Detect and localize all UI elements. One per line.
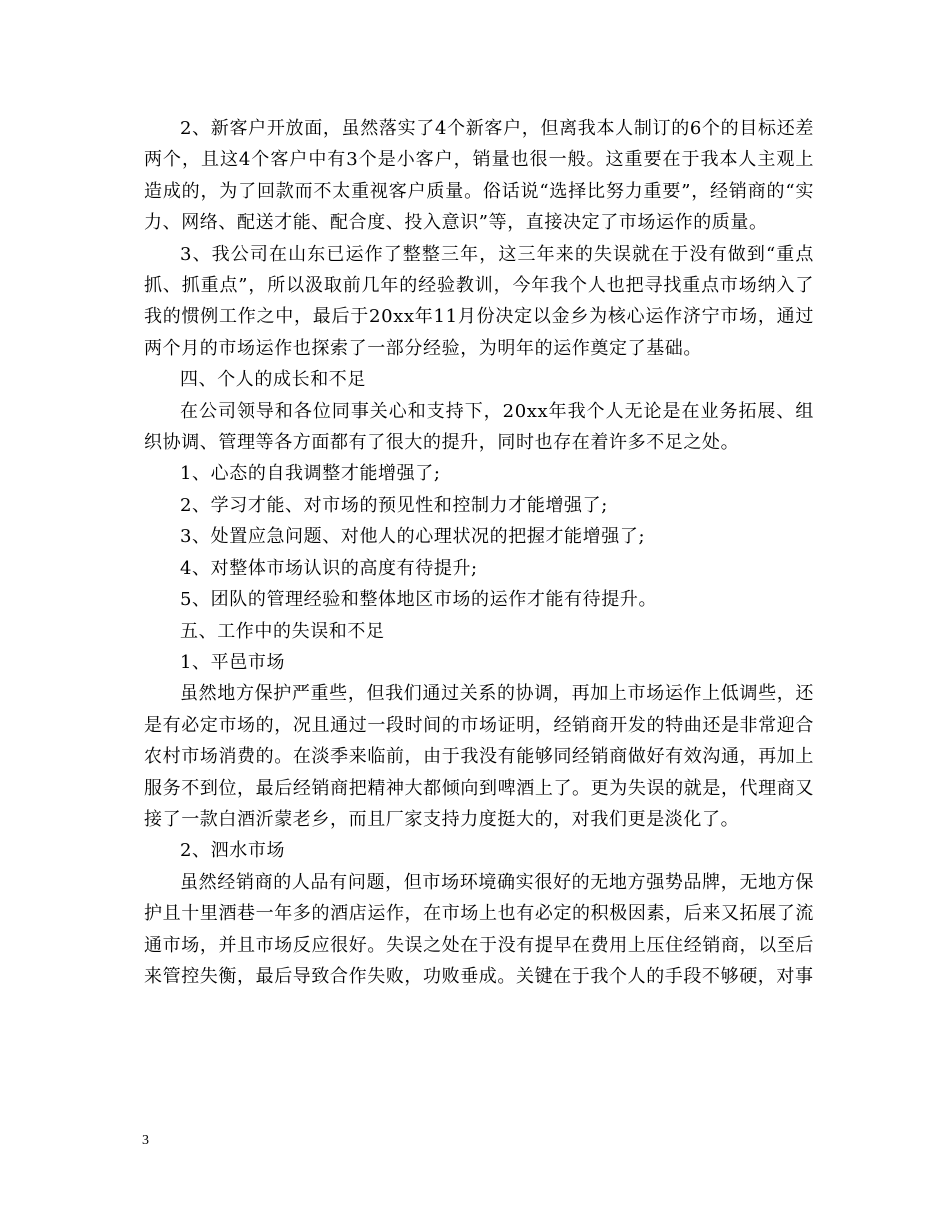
page-number: 3	[142, 1133, 149, 1148]
subheading-pingyi-market: 1、平邑市场	[180, 651, 286, 673]
document-body	[144, 113, 814, 992]
section-heading-personal-growth: 四、个人的成长和不足	[180, 369, 366, 391]
list-item-learning: 2、学习才能、对市场的预见性和控制力才能增强了;	[180, 494, 608, 516]
list-item-team-management: 5、团队的管理经验和整体地区市场的运作才能有待提升。	[180, 589, 658, 611]
list-item-market-awareness: 4、对整体市场认识的高度有待提升;	[180, 557, 478, 579]
paragraph-sishui-market: 虽然经销商的人品有问题，但市场环境确实很好的无地方强势品牌，无地方保护且十里酒巷一年多的酒店运作，在市场上也有必定的积极因素，后来又拓展了流通市场，并且市场反应很好。失误之处在于没有提早在费用上压住经销商，以至后来管控失衡，最后导致合作失败，功败垂成。关键在于我个人的手段不够硬，对事	[144, 871, 814, 987]
paragraph-shandong-operation: 3、我公司在山东已运作了整整三年，这三年来的失误就在于没有做到“重点抓、抓重点”，所以汲取前几年的经验教训，今年我个人也把寻找重点市场纳入了我的惯例工作之中，最后于20xx年11月份决定以金乡为核心运作济宁市场，通过两个月的市场运作也探索了一部分经验，为明年的运作奠定了基础。	[144, 243, 814, 359]
paragraph-personal-growth-intro: 在公司领导和各位同事关心和支持下，20xx年我个人无论是在业务拓展、组织协调、管理等各方面都有了很大的提升，同时也存在着许多不足之处。	[144, 400, 814, 454]
list-item-mindset: 1、心态的自我调整才能增强了;	[180, 463, 441, 485]
paragraph-pingyi-market: 虽然地方保护严重些，但我们通过关系的协调，再加上市场运作上低调些，还是有必定市场的，况且通过一段时间的市场证明，经销商开发的特曲还是非常迎合农村市场消费的。在淡季来临前，由于我没有能够同经销商做好有效沟通，再加上服务不到位，最后经销商把精神大都倾向到啤酒上了。更为失误的就是，代理商又接了一款白酒沂蒙老乡，而且厂家支持力度挺大的，对我们更是淡化了。	[144, 683, 814, 830]
list-item-emergency-handling: 3、处置应急问题、对他人的心理状况的把握才能增强了;	[180, 526, 646, 548]
section-heading-mistakes: 五、工作中的失误和不足	[180, 620, 385, 642]
subheading-sishui-market: 2、泗水市场	[180, 840, 286, 862]
paragraph-new-customers: 2、新客户开放面，虽然落实了4个新客户，但离我本人制订的6个的目标还差两个，且这4个客户中有3个是小客户，销量也很一般。这重要在于我本人主观上造成的，为了回款而不太重视客户质量。俗话说“选择比努力重要”，经销商的“实力、网络、配送才能、配合度、投入意识”等，直接决定了市场运作的质量。	[144, 118, 814, 234]
